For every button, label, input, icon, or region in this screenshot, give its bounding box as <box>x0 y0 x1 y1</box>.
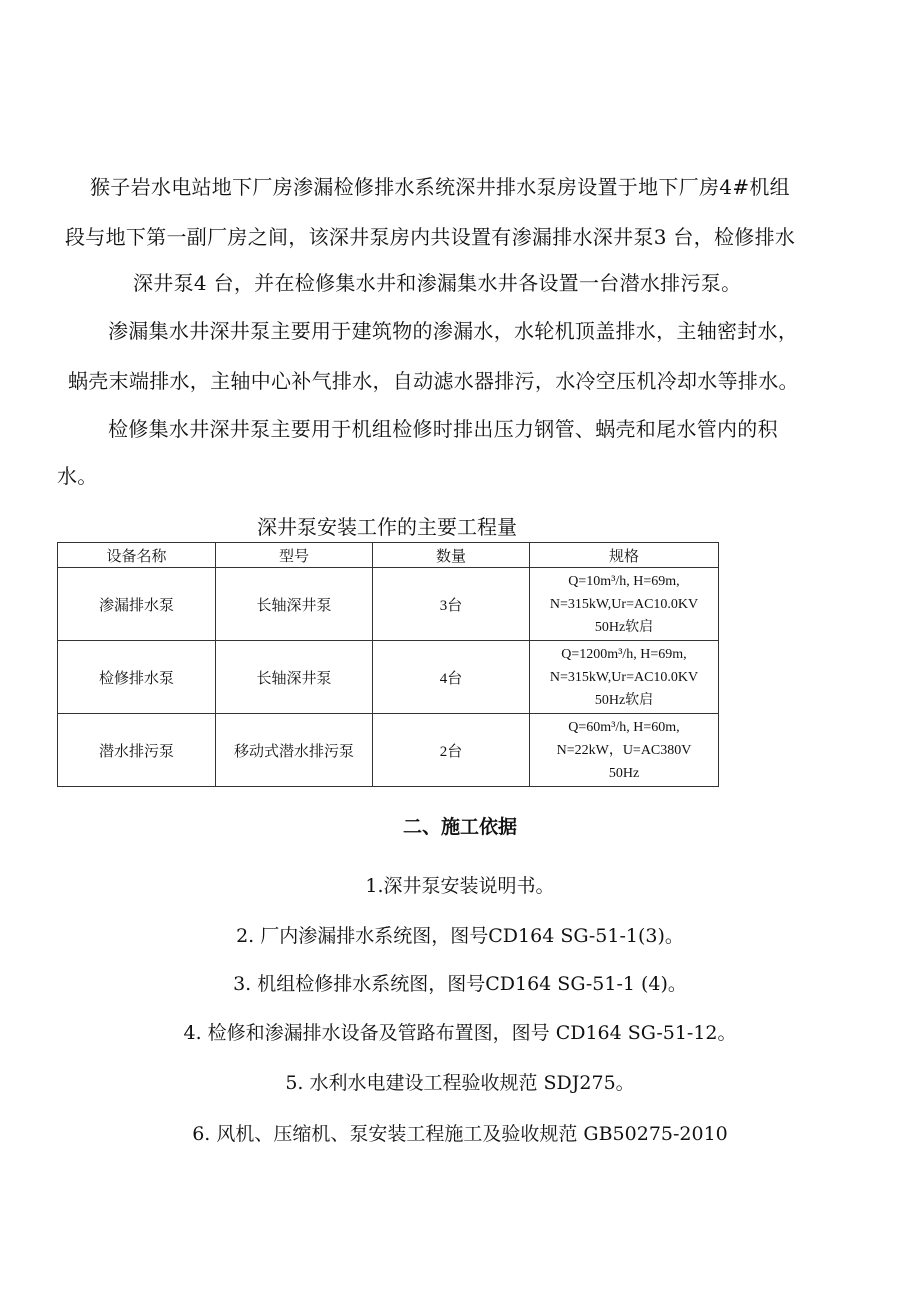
spec-line: N=315kW,Ur=AC10.0KV <box>549 596 699 612</box>
reference-item: 2. 厂内渗漏排水系统图，图号CD164 SG-51-1(3)。 <box>236 925 684 947</box>
cell-spec <box>530 714 719 787</box>
cell-model: 长轴深井泵 <box>216 641 373 714</box>
intro-p2-line1: 渗漏集水井深井泵主要用于建筑物的渗漏水，水轮机顶盖排水，主轴密封水， <box>108 319 799 343</box>
cell-model: 移动式潜水排污泵 <box>216 714 373 787</box>
intro-p3-line1: 检修集水井深井泵主要用于机组检修时排出压力钢管、蜗壳和尾水管内的积 <box>108 417 778 441</box>
spec-line: Q=60m³/h, H=60m, <box>568 719 680 735</box>
section-heading: 二、施工依据 <box>402 816 517 838</box>
intro-p1-line1: 猴子岩水电站地下厂房渗漏检修排水系统深井排水泵房设置于地下厂房4#机组 <box>90 175 790 199</box>
cell-model: 长轴深井泵 <box>216 568 373 641</box>
cell-spec <box>530 641 719 714</box>
spec-line: Q=10m³/h, H=69m, <box>568 573 680 589</box>
spec-line: N=315kW,Ur=AC10.0KV <box>549 669 699 685</box>
col-header-name: 设备名称 <box>58 543 216 568</box>
spec-line: Q=1200m³/h, H=69m, <box>561 646 687 662</box>
quantities-table <box>57 542 719 787</box>
col-header-qty: 数量 <box>373 543 530 568</box>
cell-name: 潜水排污泵 <box>58 714 216 787</box>
table-header-row <box>58 543 719 568</box>
spec-line: 50Hz软启 <box>594 619 654 635</box>
reference-item: 4. 检修和渗漏排水设备及管路布置图，图号 CD164 SG-51-12。 <box>183 1022 737 1044</box>
table-row <box>58 641 719 714</box>
intro-p1-line2: 段与地下第一副厂房之间，该深井泵房内共设置有渗漏排水深井泵3 台，检修排水 <box>65 225 796 249</box>
table-row <box>58 568 719 641</box>
cell-name: 渗漏排水泵 <box>58 568 216 641</box>
reference-item: 6. 风机、压缩机、泵安装工程施工及验收规范 GB50275-2010 <box>192 1123 728 1145</box>
reference-item: 3. 机组检修排水系统图，图号CD164 SG-51-1 (4)。 <box>233 973 687 995</box>
table-row <box>58 714 719 787</box>
spec-line: 50Hz <box>608 765 640 781</box>
table-title: 深井泵安装工作的主要工程量 <box>257 515 517 539</box>
cell-qty: 4台 <box>373 641 530 714</box>
spec-line: N=22kW，U=AC380V <box>556 742 692 758</box>
col-header-spec: 规格 <box>530 543 719 568</box>
intro-p3-line2: 水。 <box>57 464 98 488</box>
reference-item: 5. 水利水电建设工程验收规范 SDJ275。 <box>285 1072 635 1094</box>
cell-spec <box>530 568 719 641</box>
intro-p2-line2: 蜗壳末端排水，主轴中心补气排水，自动滤水器排污，水冷空压机冷却水等排水。 <box>68 369 799 393</box>
cell-qty: 2台 <box>373 714 530 787</box>
cell-name: 检修排水泵 <box>58 641 216 714</box>
reference-item: 1.深井泵安装说明书。 <box>365 875 555 897</box>
col-header-model: 型号 <box>216 543 373 568</box>
spec-line: 50Hz软启 <box>594 692 654 708</box>
cell-qty: 3台 <box>373 568 530 641</box>
intro-p1-line3: 深井泵4 台，并在检修集水井和渗漏集水井各设置一台潜水排污泵。 <box>133 271 742 295</box>
